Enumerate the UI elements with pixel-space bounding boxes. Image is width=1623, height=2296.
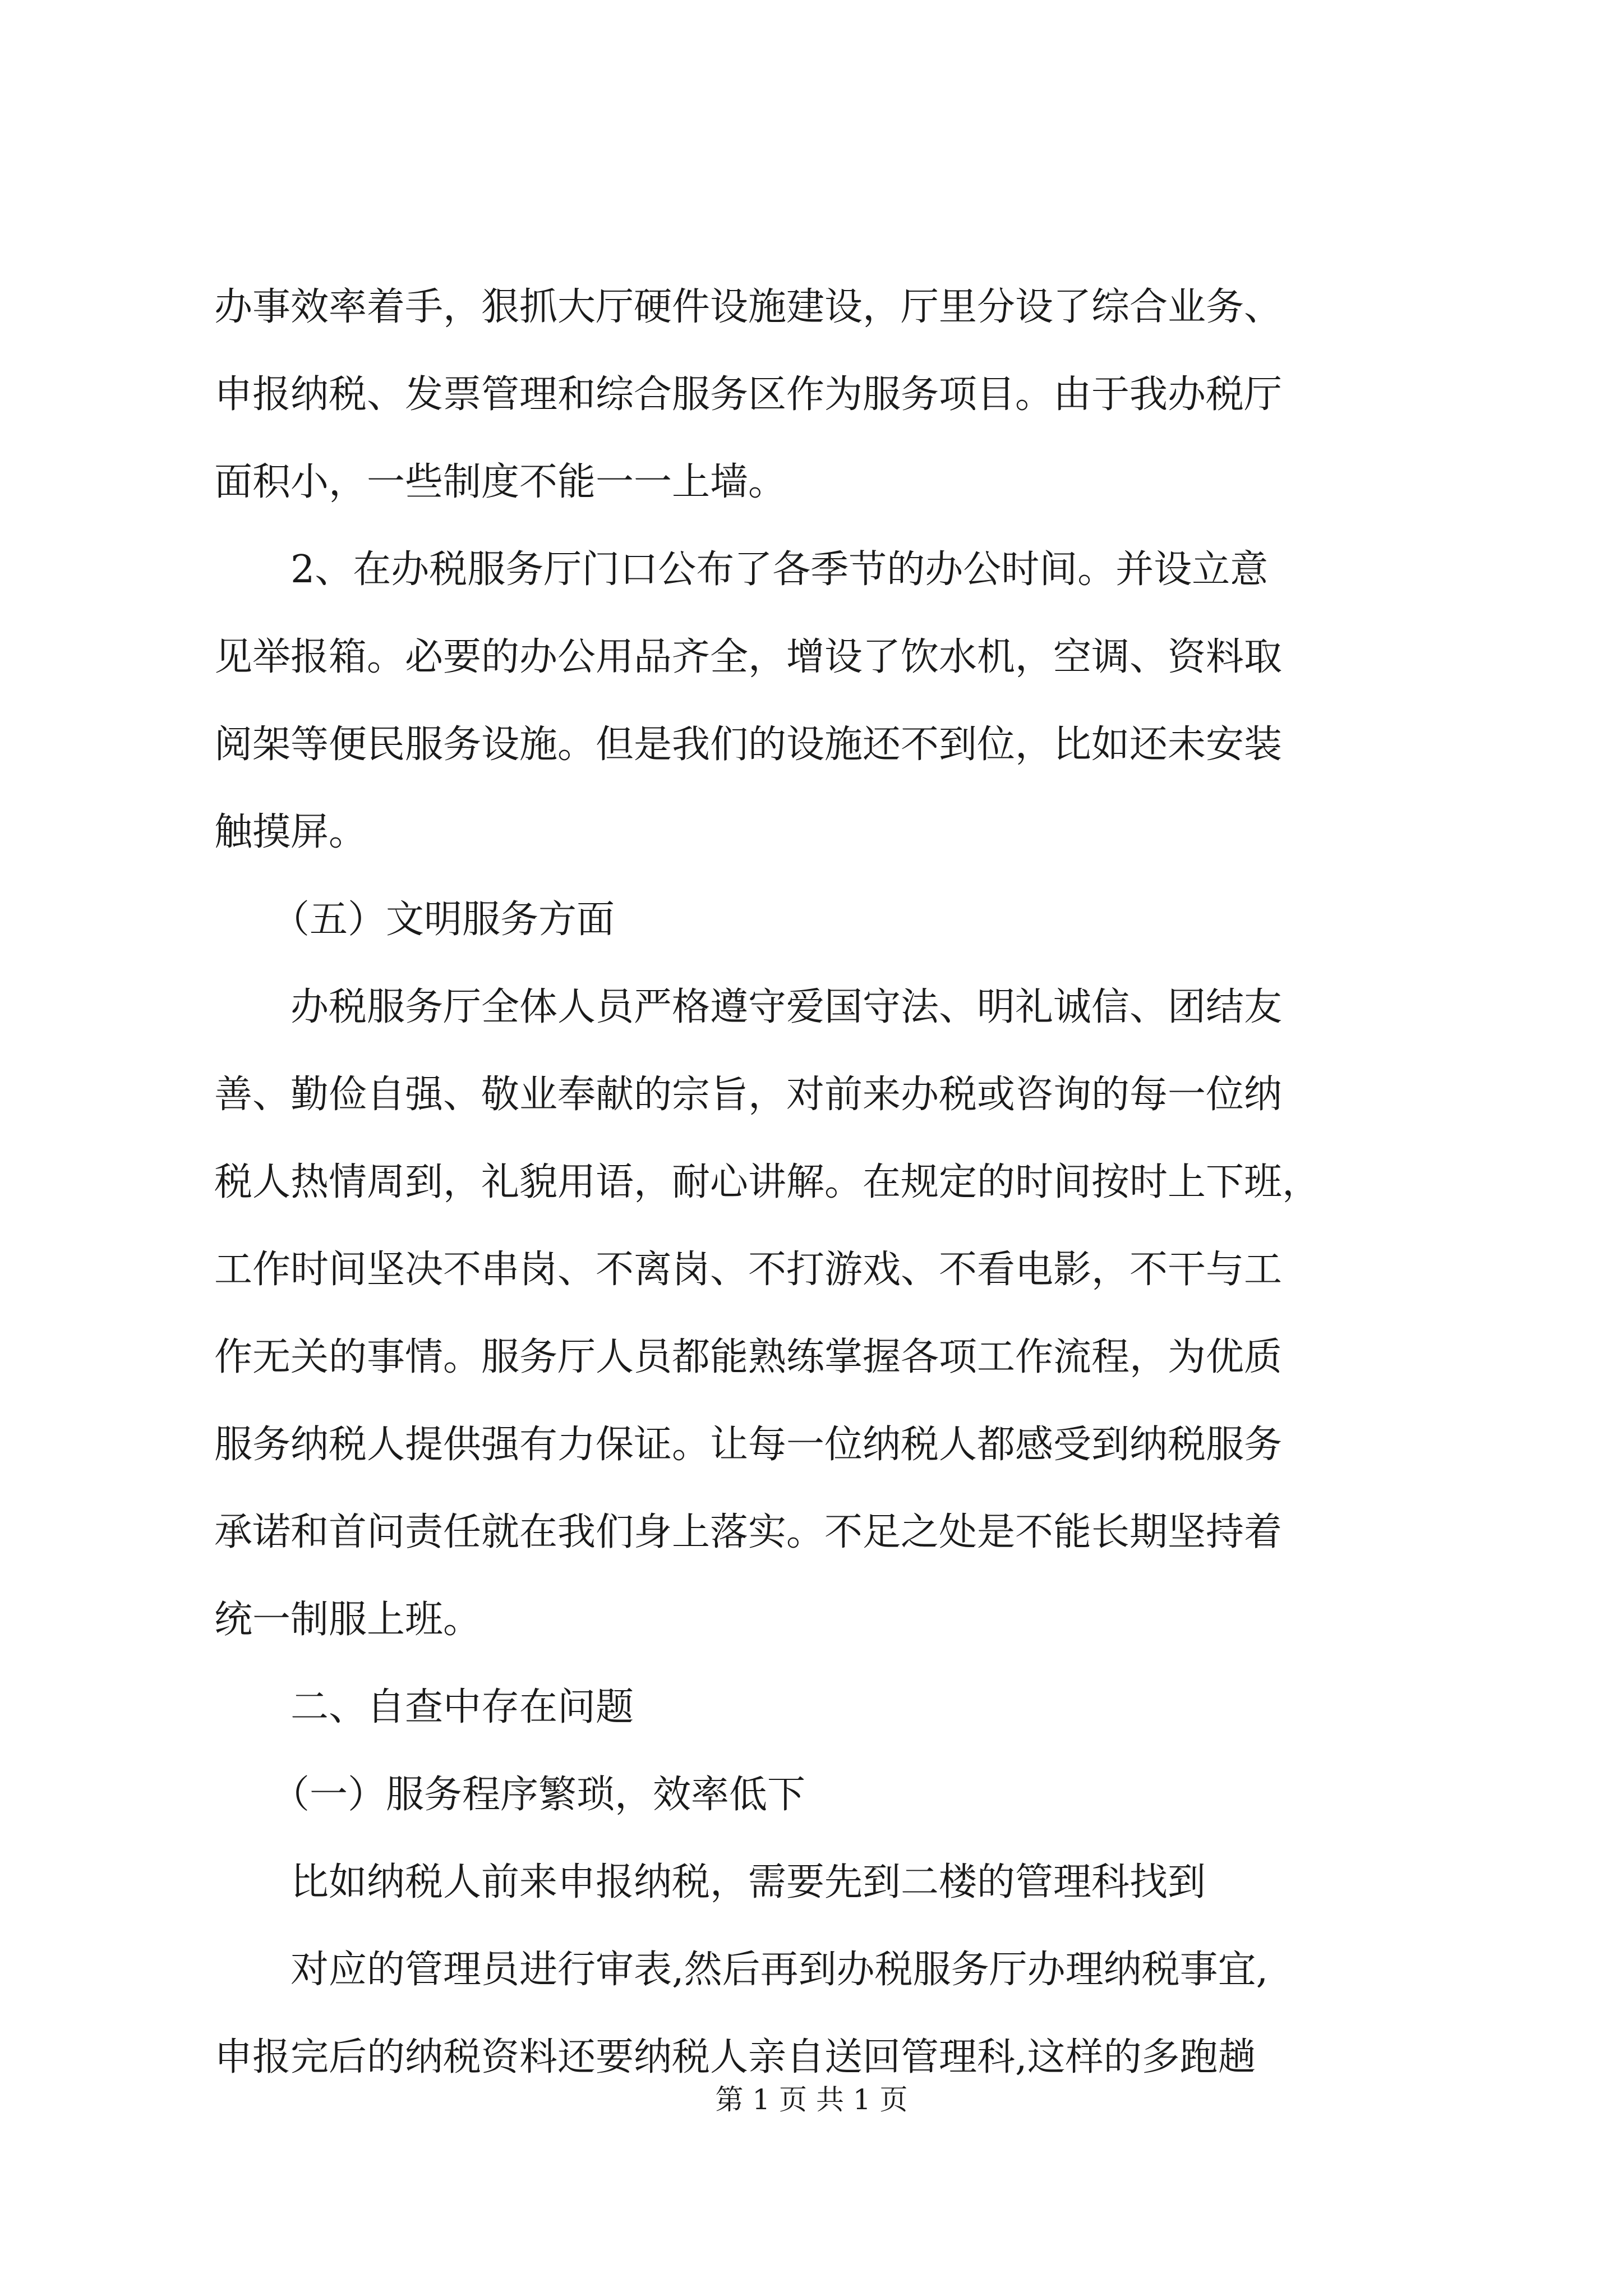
text-line: 申报完后的纳税资料还要纳税人亲自送回管理科,这样的多跑趟 — [214, 2035, 1256, 2079]
text-line: 触摸屏。 — [214, 810, 367, 854]
text-line: 申报纳税、发票管理和综合服务区作为服务项目。由于我办税厅 — [214, 372, 1283, 417]
text-line: 面积小，一些制度不能一一上墙。 — [214, 460, 787, 504]
text-line: 对应的管理员进行审表,然后再到办税服务厅办理纳税事宜, — [214, 1948, 1269, 1992]
text-line: 办税服务厅全体人员严格遵守爱国守法、明礼诚信、团结友 — [214, 985, 1283, 1029]
document-body — [214, 264, 1426, 2101]
text-line: 税人热情周到，礼貌用语，耐心讲解。在规定的时间按时上下班， — [214, 1160, 1321, 1204]
text-line: 办事效率着手，狠抓大厅硬件设施建设，厅里分设了综合业务、 — [214, 285, 1283, 329]
section-heading: （五）文明服务方面 — [214, 898, 615, 942]
page-number-footer: 第 1 页 共 1 页 — [715, 2083, 908, 2116]
text-line: 作无关的事情。服务厅人员都能熟练掌握各项工作流程，为优质 — [214, 1335, 1283, 1379]
text-line: 阅架等便民服务设施。但是我们的设施还不到位，比如还未安装 — [214, 723, 1283, 767]
text-line: 服务纳税人提供强有力保证。让每一位纳税人都感受到纳税服务 — [214, 1423, 1283, 1467]
subsection-heading: （一）服务程序繁琐，效率低下 — [214, 1773, 806, 1817]
section-heading: 二、自查中存在问题 — [214, 1685, 634, 1729]
text-line: 比如纳税人前来申报纳税，需要先到二楼的管理科找到 — [214, 1860, 1206, 1904]
text-line: 统一制服上班。 — [214, 1598, 482, 1642]
text-line: 2、在办税服务厅门口公布了各季节的办公时间。并设立意 — [214, 547, 1269, 592]
text-line: 善、勤俭自强、敬业奉献的宗旨，对前来办税或咨询的每一位纳 — [214, 1073, 1283, 1117]
text-line: 承诺和首问责任就在我们身上落实。不足之处是不能长期坚持着 — [214, 1510, 1283, 1554]
text-line: 见举报箱。必要的办公用品齐全，增设了饮水机，空调、资料取 — [214, 635, 1283, 679]
text-line: 工作时间坚决不串岗、不离岗、不打游戏、不看电影，不干与工 — [214, 1248, 1283, 1292]
